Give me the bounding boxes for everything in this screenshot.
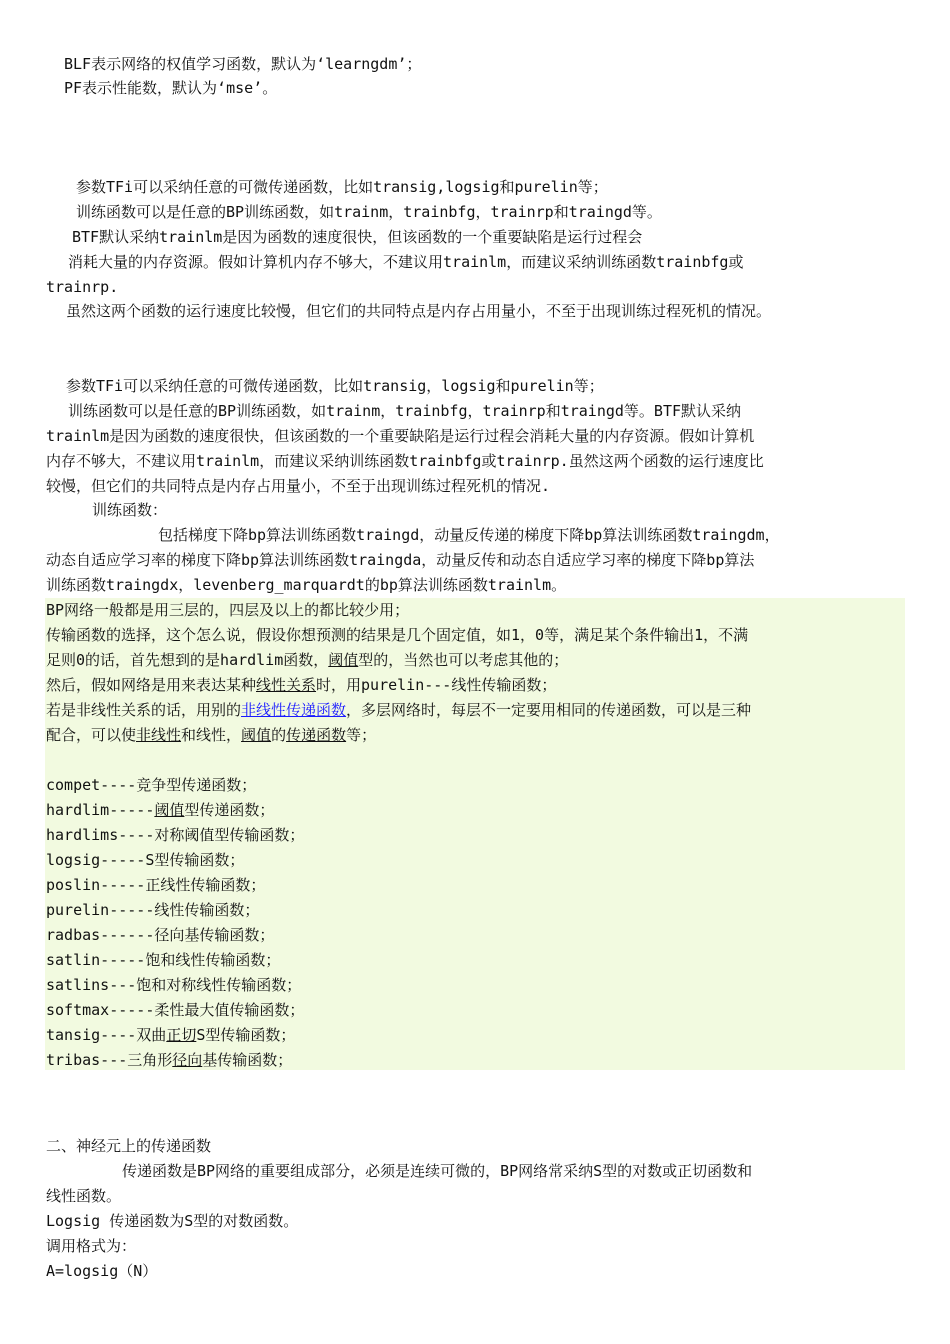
text-line: 动态自适应学习率的梯度下降bp算法训练函数traingda，动量反传和动态自适应学习率的梯度下降bp算法	[46, 551, 755, 569]
function-list-item	[46, 1023, 295, 1047]
text-line: 传输函数的选择，这个怎么说，假设你想预测的结果是几个固定值，如1，0等，满足某个条件输出1，不满	[46, 626, 749, 644]
underlined-term[interactable]: 传递函数	[286, 726, 347, 744]
function-list-item: satlin-----饱和线性传输函数；	[46, 951, 281, 969]
text-line: 传递函数是BP网络的重要组成部分，必须是连续可微的，BP网络常采纳S型的对数或正切函数和	[122, 1162, 753, 1180]
text-line: trainrp.	[46, 278, 119, 296]
function-list-item: radbas------径向基传输函数；	[46, 926, 275, 944]
text-line: 较慢，但它们的共同特点是内存占用量小，不至于出现训练过程死机的情况.	[46, 477, 551, 495]
section-label: 训练函数：	[92, 501, 168, 519]
function-list-item: hardlims----对称阈值型传输函数；	[46, 826, 305, 844]
text-line	[46, 648, 568, 672]
text-span: 配合，可以使	[46, 726, 137, 744]
function-list-item	[46, 798, 274, 822]
underlined-term[interactable]: 线性关系	[256, 676, 317, 694]
function-list-item: softmax-----柔性最大值传输函数；	[46, 1001, 305, 1019]
text-line: 参数TFi可以采纳任意的可微传递函数，比如transig，logsig和purelin等；	[66, 377, 604, 395]
text-span: 和线性，	[181, 726, 242, 744]
text-span: 若是非线性关系的话，用别的	[46, 701, 242, 719]
underlined-term[interactable]: 非线性	[136, 726, 182, 744]
text-span: S型传输函数；	[196, 1026, 296, 1044]
text-span: 足则0的话，首先想到的是hardlim函数，	[46, 651, 329, 669]
text-line: 线性函数。	[46, 1187, 122, 1205]
text-line: 调用格式为：	[46, 1237, 137, 1255]
function-list-item: purelin-----线性传输函数；	[46, 901, 260, 919]
text-line: 参数TFi可以采纳任意的可微传递函数，比如transig,logsig和purelin等；	[76, 178, 608, 196]
text-span: tribas---三角形	[46, 1051, 173, 1069]
function-list-item	[46, 1048, 292, 1072]
text-line: 虽然这两个函数的运行速度比较慢，但它们的共同特点是内存占用量小，不至于出现训练过程死机的情况。	[66, 302, 772, 320]
underlined-term[interactable]: 正切	[166, 1026, 197, 1044]
text-line: BP网络一般都是用三层的，四层及以上的都比较少用；	[46, 601, 410, 619]
function-list-item: logsig-----S型传输函数；	[46, 851, 245, 869]
function-list-item: satlins---饱和对称线性传输函数；	[46, 976, 302, 994]
text-line: 消耗大量的内存资源。假如计算机内存不够大，不建议用trainlm，而建议采纳训练函数trainbfg或	[68, 253, 744, 271]
text-line	[46, 673, 556, 697]
text-span: 等；	[346, 726, 377, 744]
text-line: BLF表示网络的权值学习函数，默认为‘learngdm’；	[64, 55, 422, 73]
text-line: 内存不够大，不建议用trainlm，而建议采纳训练函数trainbfg或trainrp.虽然这两个函数的运行速度比	[46, 452, 764, 470]
underlined-term[interactable]: 径向	[172, 1051, 203, 1069]
text-line: 包括梯度下降bp算法训练函数traingd，动量反传递的梯度下降bp算法训练函数traingdm，	[158, 526, 780, 544]
text-span: 型传递函数；	[184, 801, 275, 819]
text-span: 时，用purelin---线性传输函数；	[316, 676, 557, 694]
underlined-term[interactable]: 阈值	[328, 651, 359, 669]
section-heading: 二、神经元上的传递函数	[46, 1137, 212, 1155]
text-span: ，多层网络时，每层不一定要用相同的传递函数，可以是三种	[346, 701, 752, 719]
hyperlink-nonlinear-transfer[interactable]: 非线性传递函数	[241, 701, 347, 719]
text-line: BTF默认采纳trainlm是因为函数的速度很快，但该函数的一个重要缺陷是运行过程会	[72, 228, 643, 246]
text-line: 训练函数traingdx，levenberg_marquardt的bp算法训练函数trainlm。	[46, 576, 567, 594]
text-span: 基传输函数；	[202, 1051, 293, 1069]
text-line: PF表示性能数，默认为‘mse’。	[64, 79, 278, 97]
text-line: 训练函数可以是任意的BP训练函数，如trainm，trainbfg，trainrp和traingd等。BTF默认采纳	[68, 402, 742, 420]
text-line: 训练函数可以是任意的BP训练函数，如trainm，trainbfg，trainrp和traingd等。	[76, 203, 662, 221]
text-span: tansig----双曲	[46, 1026, 167, 1044]
underlined-term[interactable]: 阈值	[154, 801, 185, 819]
text-span: hardlim-----	[46, 801, 155, 819]
text-line: Logsig 传递函数为S型的对数函数。	[46, 1212, 299, 1230]
text-line: A=logsig（N）	[46, 1262, 158, 1280]
underlined-term[interactable]: 阈值	[241, 726, 272, 744]
text-line	[46, 723, 376, 747]
text-span: 的	[271, 726, 287, 744]
text-line	[46, 698, 751, 722]
text-line: trainlm是因为函数的速度很快，但该函数的一个重要缺陷是运行过程会消耗大量的内存资源。假如计算机	[46, 427, 755, 445]
text-span: 型的，当然也可以考虑其他的；	[358, 651, 569, 669]
text-span: 然后，假如网络是用来表达某种	[46, 676, 257, 694]
function-list-item: compet----竞争型传递函数；	[46, 776, 257, 794]
function-list-item: poslin-----正线性传输函数；	[46, 876, 266, 894]
